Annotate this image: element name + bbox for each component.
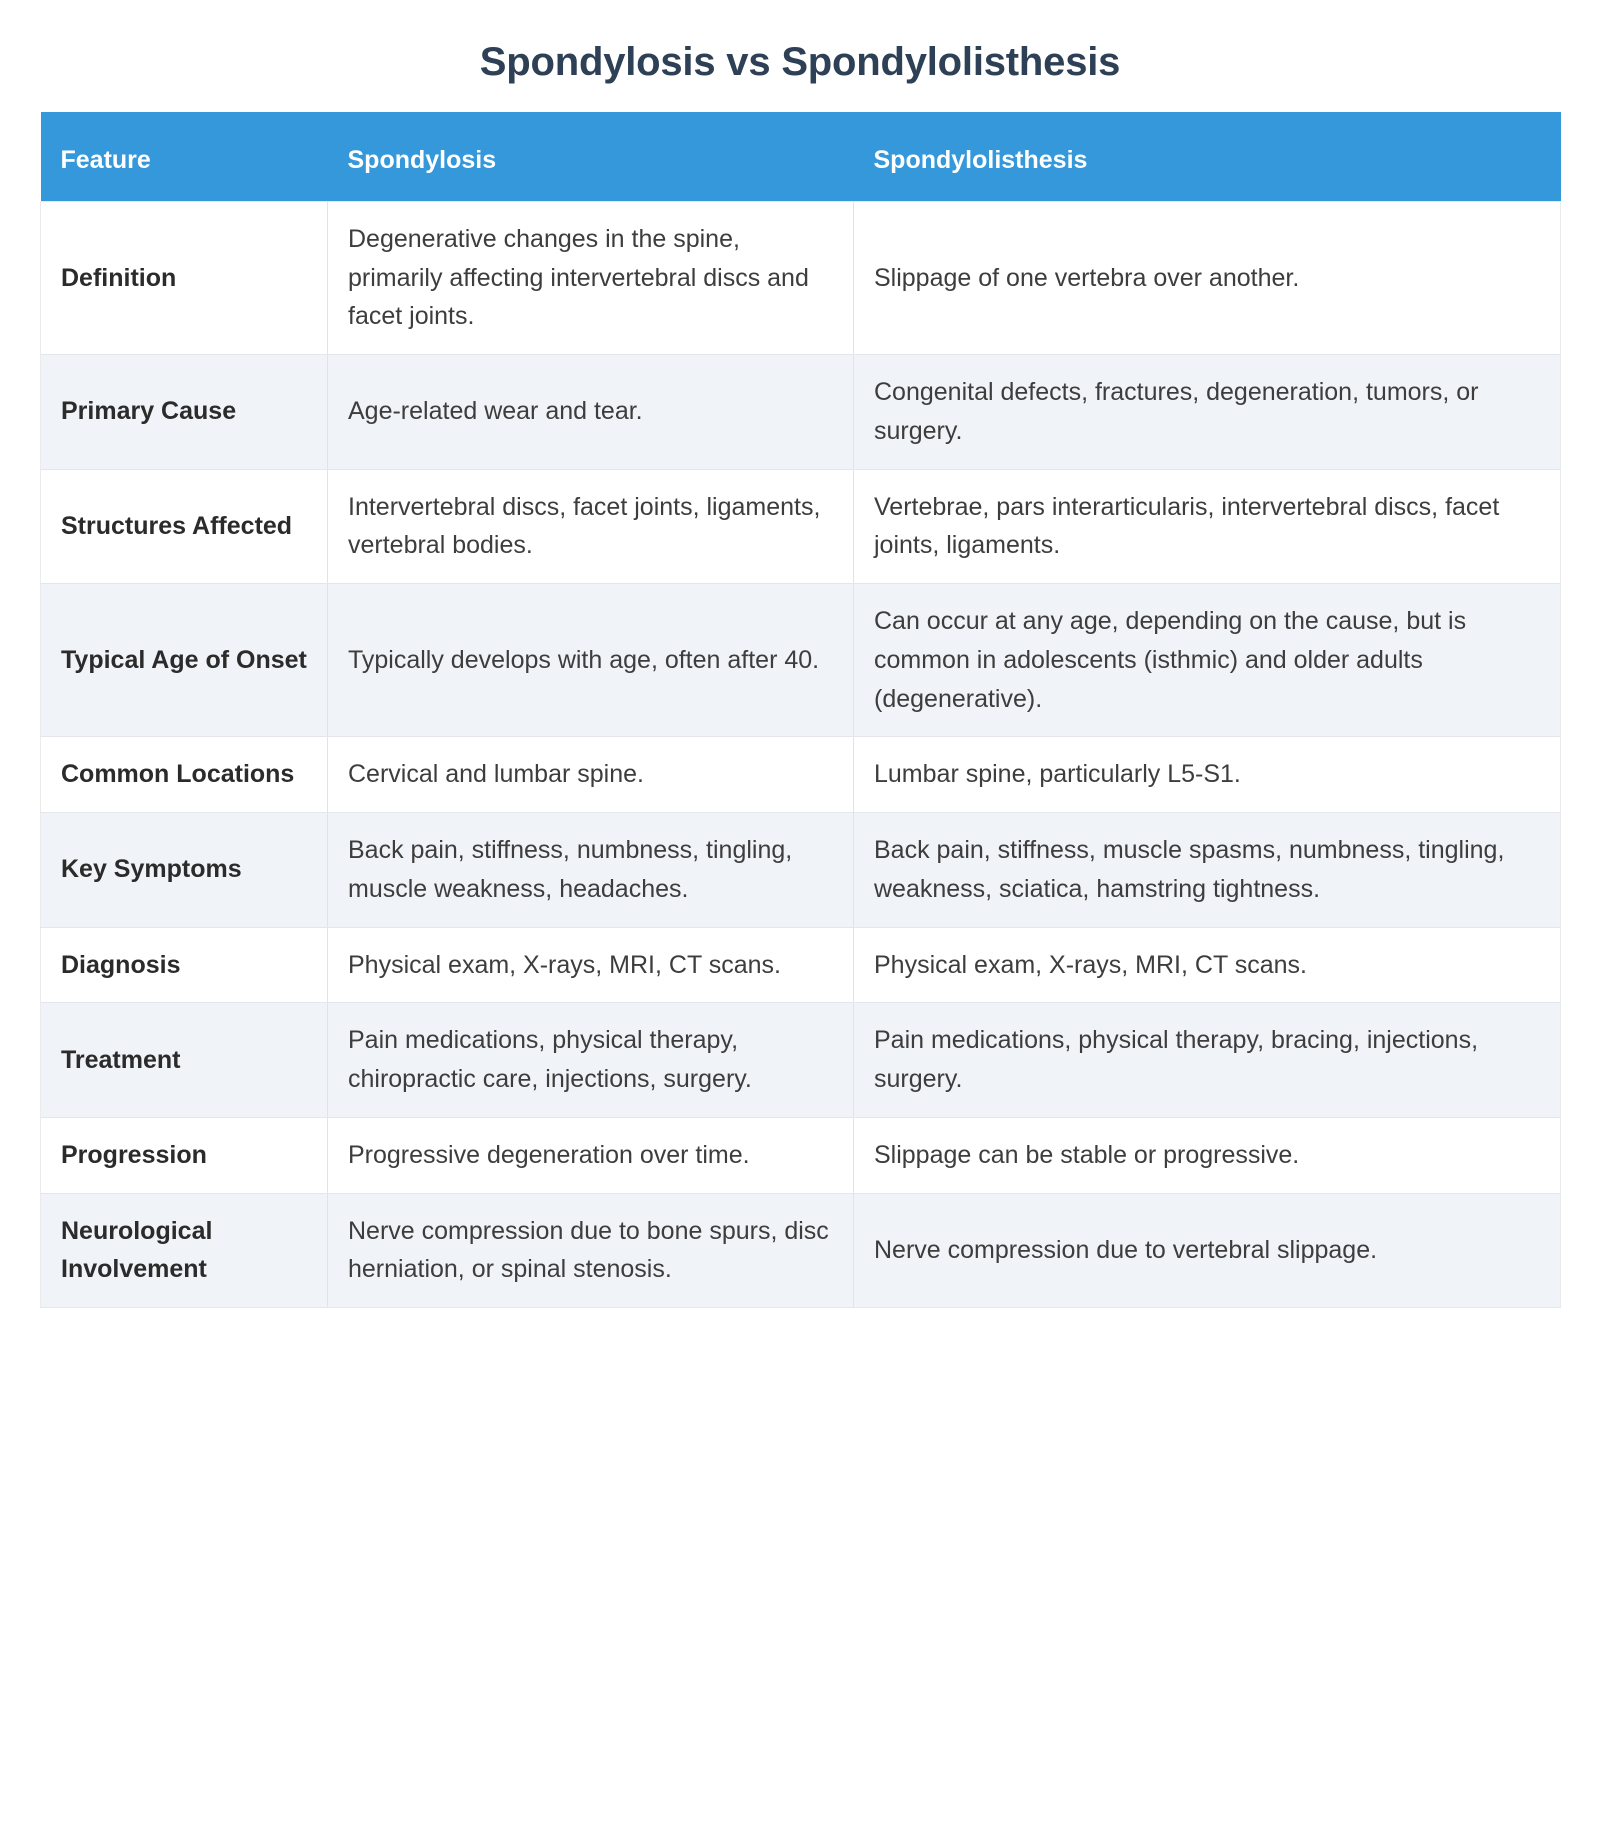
table-row xyxy=(41,1117,1561,1193)
cell-feature: Definition xyxy=(41,201,328,354)
cell-spondylosis: Cervical and lumbar spine. xyxy=(328,737,854,813)
table-row xyxy=(41,469,1561,584)
cell-spondylolisthesis: Can occur at any age, depending on the cause, but is common in adolescents (isthmic) and older adults (degenerative). xyxy=(854,584,1561,737)
table-container xyxy=(40,86,1560,1308)
cell-spondylosis: Nerve compression due to bone spurs, disc herniation, or spinal stenosis. xyxy=(328,1193,854,1308)
cell-spondylolisthesis: Slippage of one vertebra over another. xyxy=(854,201,1561,354)
cell-spondylosis: Progressive degeneration over time. xyxy=(328,1117,854,1193)
cell-spondylolisthesis: Slippage can be stable or progressive. xyxy=(854,1117,1561,1193)
cell-feature: Progression xyxy=(41,1117,328,1193)
table-body xyxy=(41,201,1561,1307)
cell-feature: Treatment xyxy=(41,1003,328,1118)
cell-spondylolisthesis: Back pain, stiffness, muscle spasms, numbness, tingling, weakness, sciatica, hamstring tightness. xyxy=(854,813,1561,928)
header-row xyxy=(41,112,1561,201)
table-row xyxy=(41,813,1561,928)
table-row xyxy=(41,1193,1561,1308)
cell-spondylosis: Physical exam, X-rays, MRI, CT scans. xyxy=(328,927,854,1003)
cell-feature: Typical Age of Onset xyxy=(41,584,328,737)
cell-spondylosis: Degenerative changes in the spine, primarily affecting intervertebral discs and facet joints. xyxy=(328,201,854,354)
column-header-feature: Feature xyxy=(41,112,328,201)
table-row xyxy=(41,1003,1561,1118)
cell-feature: Diagnosis xyxy=(41,927,328,1003)
cell-spondylolisthesis: Congenital defects, fractures, degeneration, tumors, or surgery. xyxy=(854,355,1561,470)
cell-spondylosis: Pain medications, physical therapy, chiropractic care, injections, surgery. xyxy=(328,1003,854,1118)
table-row xyxy=(41,355,1561,470)
table-header xyxy=(41,112,1561,201)
table-row xyxy=(41,737,1561,813)
cell-spondylolisthesis: Vertebrae, pars interarticularis, intervertebral discs, facet joints, ligaments. xyxy=(854,469,1561,584)
column-header-spondylolisthesis: Spondylolisthesis xyxy=(854,112,1561,201)
cell-spondylosis: Back pain, stiffness, numbness, tingling, muscle weakness, headaches. xyxy=(328,813,854,928)
page-title: Spondylosis vs Spondylolisthesis xyxy=(479,40,1121,84)
cell-feature: Neurological Involvement xyxy=(41,1193,328,1308)
comparison-table xyxy=(40,112,1561,1308)
cell-feature: Primary Cause xyxy=(41,355,328,470)
table-row xyxy=(41,201,1561,354)
table-row xyxy=(41,584,1561,737)
cell-spondylosis: Age-related wear and tear. xyxy=(328,355,854,470)
cell-spondylosis: Typically develops with age, often after 40. xyxy=(328,584,854,737)
cell-spondylolisthesis: Physical exam, X-rays, MRI, CT scans. xyxy=(854,927,1561,1003)
cell-spondylolisthesis: Lumbar spine, particularly L5-S1. xyxy=(854,737,1561,813)
cell-feature: Structures Affected xyxy=(41,469,328,584)
column-header-spondylosis: Spondylosis xyxy=(328,112,854,201)
table-row xyxy=(41,927,1561,1003)
cell-spondylolisthesis: Nerve compression due to vertebral slippage. xyxy=(854,1193,1561,1308)
cell-feature: Common Locations xyxy=(41,737,328,813)
cell-feature: Key Symptoms xyxy=(41,813,328,928)
cell-spondylosis: Intervertebral discs, facet joints, ligaments, vertebral bodies. xyxy=(328,469,854,584)
cell-spondylolisthesis: Pain medications, physical therapy, bracing, injections, surgery. xyxy=(854,1003,1561,1118)
